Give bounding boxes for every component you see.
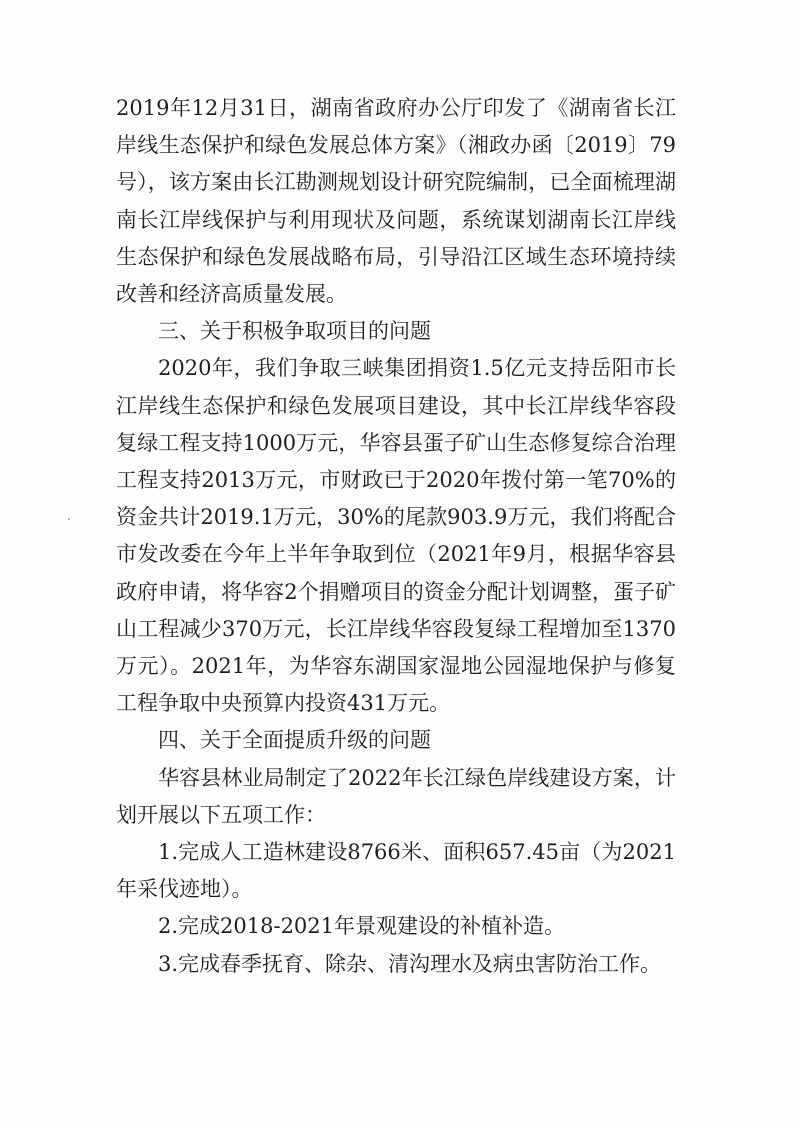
paragraph-plan-intro: 华容县林业局制定了2022年长江绿色岸线建设方案，计划开展以下五项工作：	[116, 765, 676, 827]
paragraph-project-funding: 2020年，我们争取三峡集团捐资1.5亿元支持岳阳市长江岸线生态保护和绿色发展项目建设，其中长江岸线华容段复绿工程支持1000万元，华容县蛋子矿山生态修复综合治理工程支持2013万元，市财政已于2020年拨付第一笔70%的资金共计2019.1万元，30%的尾款903.9万元，我们将配合市发改委在今年上半年争取到位（2021年9月，根据华容县政府申请，将华容2个捐赠项目的资金分配计划调整，蛋子矿山工程减少370万元，长江岸线华容段复绿工程增加至1370万元）。2021年，为华容东湖国家湿地公园湿地保护与修复工程争取中央预算内投资431万元。	[116, 356, 676, 716]
list-item-three: 3.完成春季抚育、除杂、清沟理水及病虫害防治工作。	[158, 951, 662, 976]
list-item-one: 1.完成人工造林建设8766米、面积657.45亩（为2021年采伐迹地）。	[116, 840, 676, 902]
section-heading-three: 三、关于积极争取项目的问题	[158, 319, 431, 344]
section-heading-four: 四、关于全面提质升级的问题	[158, 728, 431, 753]
list-item-two: 2.完成2018-2021年景观建设的补植补造。	[158, 914, 566, 939]
paragraph-plan-approval: 2019年12月31日，湖南省政府办公厅印发了《湖南省长江岸线生态保护和绿色发展总体方案》（湘政办函〔2019〕79号），该方案由长江勘测规划设计研究院编制，已全面梳理湖南长江岸线保护与利用现状及问题，系统谋划湖南长江岸线生态保护和绿色发展战略布局，引导沿江区域生态环境持续改善和经济高质量发展。	[116, 96, 676, 307]
scan-dot-mark	[68, 518, 70, 520]
document-body	[116, 90, 676, 983]
